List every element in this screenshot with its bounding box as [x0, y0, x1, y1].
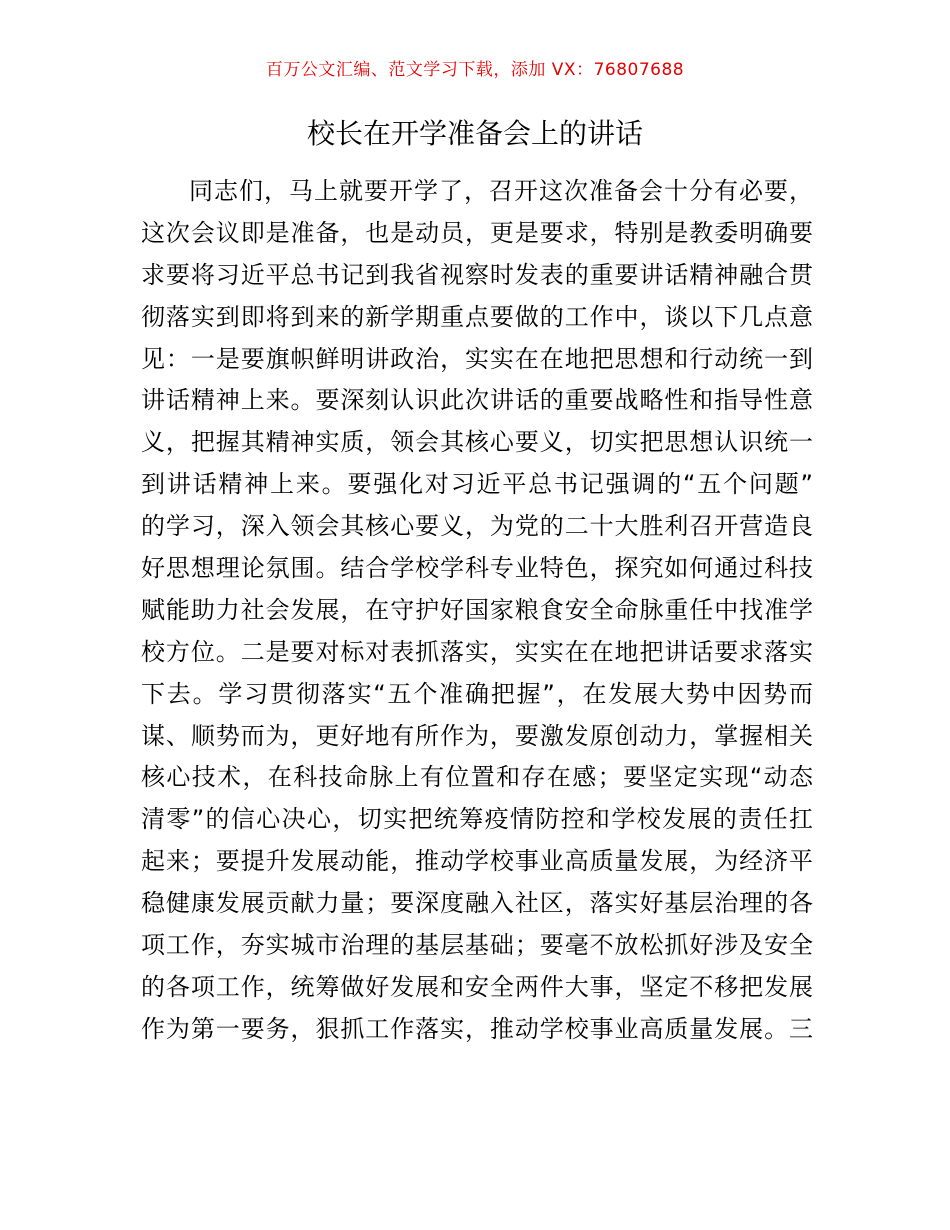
text-line: 谋、顺势而为，更好地有所作为，要激发原创动力，掌握相关 — [141, 721, 813, 750]
text-line: 同志们，马上就要开学了，召开这次准备会十分有必要， — [189, 177, 813, 205]
watermark-header: 百万公文汇编、范文学习下载，添加 VX：76807688 — [265, 60, 685, 80]
text-line: 求要将习近平总书记到我省视察时发表的重要讲话精神融合贯 — [141, 260, 813, 289]
text-line: 清零”的信心决心，切实把统筹疫情防控和学校发展的责任扛 — [141, 805, 813, 834]
text-line: 起来；要提升发展动能，推动学校事业高质量发展，为经济平 — [141, 847, 813, 876]
text-line: 校方位。二是要对标对表抓落实，实实在在地把讲话要求落实 — [141, 637, 813, 666]
text-line: 彻落实到即将到来的新学期重点要做的工作中，谈以下几点意 — [141, 302, 813, 331]
text-line: 下去。学习贯彻落实“五个准确把握”，在发展大势中因势而 — [141, 679, 813, 708]
text-line: 义，把握其精神实质，领会其核心要义，切实把思想认识统一 — [141, 428, 813, 457]
text-line: 这次会议即是准备，也是动员，更是要求，特别是教委明确要 — [141, 218, 813, 247]
text-line: 项工作，夯实城市治理的基层基础；要毫不放松抓好涉及安全 — [141, 931, 813, 960]
text-line: 的学习，深入领会其核心要义，为党的二十大胜利召开营造良 — [141, 512, 813, 541]
page-title: 校长在开学准备会上的讲话 — [306, 117, 643, 150]
text-line: 核心技术，在科技命脉上有位置和存在感；要坚定实现“动态 — [141, 763, 813, 792]
text-line: 稳健康发展贡献力量；要深度融入社区，落实好基层治理的各 — [141, 889, 813, 918]
body-text — [141, 171, 813, 1051]
text-line: 到讲话精神上来。要强化对习近平总书记强调的“五个问题” — [141, 470, 813, 499]
text-line: 作为第一要务，狠抓工作落实，推动学校事业高质量发展。三 — [141, 1014, 813, 1043]
text-line: 见：一是要旗帜鲜明讲政治，实实在在地把思想和行动统一到 — [141, 344, 813, 373]
text-line: 好思想理论氛围。结合学校学科专业特色，探究如何通过科技 — [141, 554, 813, 583]
text-line: 讲话精神上来。要深刻认识此次讲话的重要战略性和指导性意 — [141, 386, 813, 415]
text-line: 赋能助力社会发展，在守护好国家粮食安全命脉重任中找准学 — [141, 595, 813, 624]
text-line: 的各项工作，统筹做好发展和安全两件大事，坚定不移把发展 — [141, 972, 813, 1001]
